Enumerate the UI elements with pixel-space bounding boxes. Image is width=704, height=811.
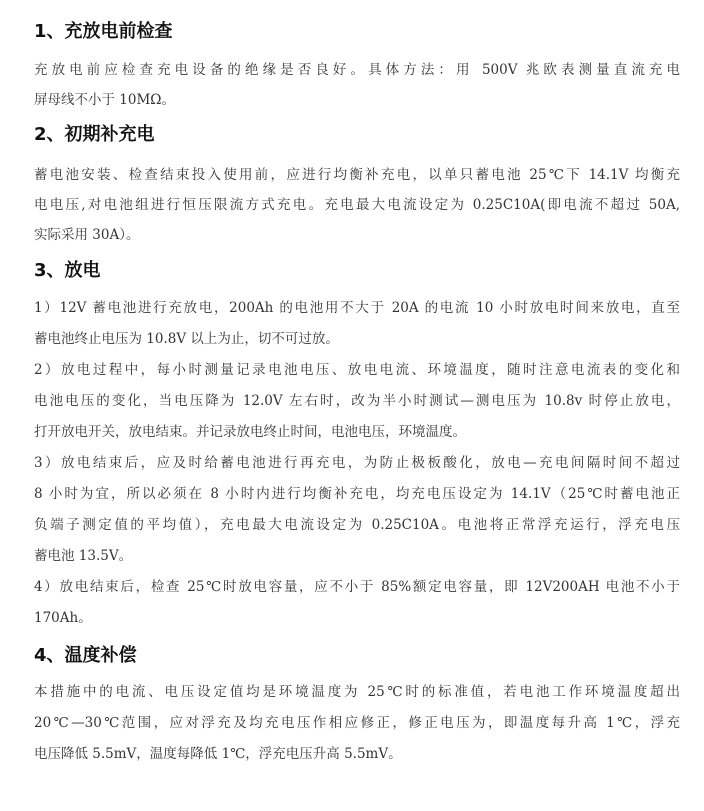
paragraph-line: 充放电前应检查充电设备的绝缘是否良好。具体方法：用 500V 兆欧表测量直流充电 [34, 62, 680, 78]
paragraph-line: 3）放电结束后，应及时给蓄电池进行再充电，为防止极板酸化，放电—充电间隔时间不超过 [34, 455, 680, 471]
paragraph-line: 本措施中的电流、电压设定值均是环境温度为 25℃时的标准值，若电池工作环境温度超出 [34, 684, 680, 700]
paragraph-line: 蓄电池终止电压为 10.8V 以上为止，切不可过放。 [34, 331, 339, 347]
paragraph-line: 1）12V 蓄电池进行充放电，200Ah 的电池用不大于 20A 的电流 10 小时放电时间来放电，直至 [34, 300, 680, 316]
section-heading: 3、放电 [34, 260, 101, 281]
paragraph-line: 实际采用 30A）。 [34, 227, 140, 243]
paragraph-line: 电电压,对电池组进行恒压限流方式充电。充电最大电流设定为 0.25C10A(即电流不超过 50A, [34, 197, 680, 213]
paragraph-line: 2）放电过程中，每小时测量记录电池电压、放电电流、环境温度，随时注意电流表的变化和 [34, 362, 680, 378]
section-heading: 2、初期补充电 [34, 124, 155, 145]
paragraph-line: 电池电压的变化，当电压降为 12.0V 左右时，改为半小时测试—测电压为 10.8v 时停止放电， [34, 393, 680, 409]
paragraph-line: 蓄电池安装、检查结束投入使用前，应进行均衡补充电，以单只蓄电池 25℃下 14.1V 均衡充 [34, 167, 680, 183]
paragraph-line: 屏母线不小于 10MΩ。 [34, 92, 175, 108]
paragraph-line: 8 小时为宜，所以必须在 8 小时内进行均衡补充电，均充电压设定为 14.1V（25℃时蓄电池正 [34, 486, 680, 502]
paragraph-line: 打开放电开关，放电结束。并记录放电终止时间，电池电压，环境温度。 [34, 424, 466, 440]
paragraph-line: 蓄电池 13.5V。 [34, 548, 133, 564]
paragraph-line: 4）放电结束后，检查 25℃时放电容量，应不小于 85%额定电容量，即 12V200AH 电池不小于 [34, 579, 680, 595]
paragraph-line: 负端子测定值的平均值），充电最大电流设定为 0.25C10A。电池将正常浮充运行，浮充电压 [34, 517, 680, 533]
paragraph-line: 170Ah。 [34, 610, 92, 626]
paragraph-line: 电压降低 5.5mV，温度每降低 1℃，浮充电压升高 5.5mV。 [34, 746, 402, 762]
section-heading: 1、充放电前检查 [34, 21, 173, 42]
paragraph-line: 20℃—30℃范围，应对浮充及均充电压作相应修正，修正电压为，即温度每升高 1℃，浮充 [34, 715, 680, 731]
section-heading: 4、温度补偿 [34, 645, 137, 666]
